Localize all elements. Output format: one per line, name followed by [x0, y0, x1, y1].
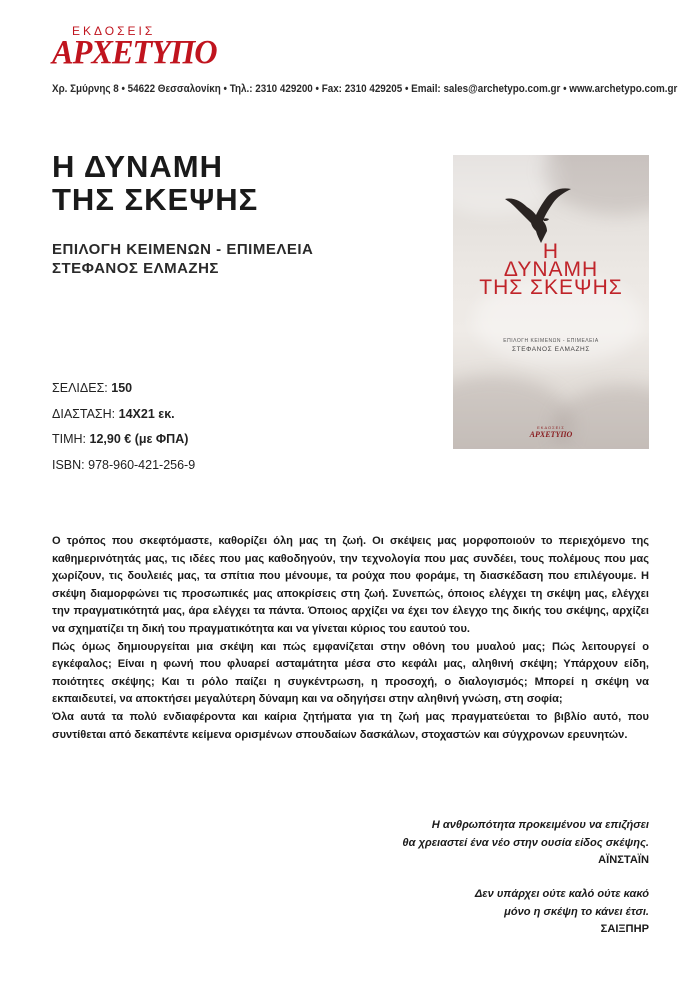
- book-title-line: ΤΗΣ ΣΚΕΨΗΣ: [52, 182, 259, 217]
- spec-pages: [52, 378, 412, 404]
- book-subtitle-line: ΕΠΙΛΟΓΗ ΚΕΙΜΕΝΩΝ - ΕΠΙΜΕΛΕΙΑ: [52, 241, 314, 258]
- book-specs: [52, 378, 412, 480]
- spec-value: 14Χ21 εκ.: [118, 406, 175, 421]
- book-title-line: Η ΔΥΝΑΜΗ: [52, 149, 223, 184]
- spec-value: 150: [111, 381, 133, 395]
- spec-value: 978-960-421-256-9: [88, 457, 196, 472]
- cover-author: ΣΤΕΦΑΝΟΣ ΕΛΜΑΖΗΣ: [512, 346, 590, 353]
- book-title: [52, 150, 432, 216]
- cover-title: [453, 240, 649, 299]
- spec-label: ΔΙΑΣΤΑΣΗ:: [52, 406, 116, 421]
- spec-label: ΣΕΛΙΔΕΣ:: [52, 381, 108, 395]
- publisher-logo-name: ΑΡΧΕΤΥΠΟ: [52, 34, 217, 71]
- quote-shakespeare: [289, 886, 649, 939]
- spec-label: ISBN:: [52, 457, 85, 472]
- bird-silhouette-icon: [503, 185, 573, 245]
- description-paragraph: Πώς όμως δημιουργείται μια σκέψη και πώς εμφανίζεται στην οθόνη του μυαλού μας; Πώς λειτουργεί ο εγκέφαλος; Είναι η φωνή που φλυαρεί ασταμάτητα μέσα στο κεφάλι μας, αληθινή σκέψη; Υπάρχουν είδη, ποιότητες σκέψης; Και τι ρόλο παίζει η συγκέντρωση, η προσοχή, ο διαλογισμός; Μπορεί η σκέψη να εκπαιδευτεί, να αποκτήσει μεγαλύτερη δύναμη και να οδηγήσει στην αληθινή γνώση, στη σοφία;: [52, 640, 649, 706]
- quote-author: ΣΑΙΞΠΗΡ: [600, 923, 649, 936]
- spec-dimensions: [52, 404, 412, 430]
- quote-line: μόνο η σκέψη το κάνει έτσι.: [504, 905, 649, 918]
- cover-subtitle: ΕΠΙΛΟΓΗ ΚΕΙΜΕΝΩΝ - ΕΠΙΜΕΛΕΙΑ: [503, 338, 599, 344]
- book-subtitle: [52, 240, 432, 278]
- cover-publisher-logo: [453, 425, 649, 439]
- quote-author: ΑΪΝΣΤΑΪΝ: [598, 854, 649, 867]
- description-paragraph: Ο τρόπος που σκεφτόμαστε, καθορίζει όλη μας τη ζωή. Οι σκέψεις μας μορφοποιούν το περιεχόμενο της καθημερινότητάς μας, τις ιδέες που μας καθοδηγούν, την τεχνολογία που μας συνδέει, τους πολέμους που μας χωρίζουν, τις δουλειές μας, τα σπίτια που μένουμε, τα ρούχα που φοράμε, τη διασκέδαση που επιλέγουμε. Η σκέψη διαμορφώνει τις προσωπικές μας αποκρίσεις στη ζωή. Συνεπώς, όποιος ελέγχει τη σκέψη μας, ελέγχει την πραγματικότητά μας, άρα ελέγχει τα πάντα. Όποιος αρχίζει να έχει τον έλεγχο της δικής του σκέψης, αρχίζει να σχηματίζει τη δική του πραγματικότητα και να γίνεται κύριος του εαυτού του.: [52, 535, 649, 635]
- cover-title-line: ΤΗΣ ΣΚΕΨΗΣ: [479, 276, 623, 299]
- cover-logo-name: ΑΡΧΕΤΥΠΟ: [529, 430, 573, 439]
- book-cover-image: [453, 155, 649, 449]
- description-paragraph: Όλα αυτά τα πολύ ενδιαφέροντα και καίρια ζητήματα για τη ζωή μας πραγματεύεται το βιβλίο αυτό, που συντίθεται από δεκαπέντε κείμενα ορισμένων σπουδαίων δασκάλων, στοχαστών και σύγχρονων ερευνητών.: [52, 710, 649, 741]
- cover-title-line: Η: [542, 240, 560, 263]
- book-description: [52, 533, 649, 744]
- publisher-logo: [52, 24, 217, 84]
- quote-einstein: [289, 817, 649, 870]
- spec-label: ΤΙΜΗ:: [52, 432, 87, 446]
- spec-price: [52, 429, 412, 455]
- publisher-logo-top: ΕΚΔΟΣΕΙΣ: [72, 24, 156, 38]
- cover-logo-top: ΕΚΔΟΣΕΙΣ: [537, 425, 565, 430]
- publisher-contact-line: Χρ. Σμύρνης 8 • 54622 Θεσσαλονίκη • Τηλ.: 2310 429200 • Fax: 2310 429205 • Email: sales@archetypo.com.gr • www.archetypo.com.gr: [52, 83, 678, 95]
- cover-title-line: ΔΥΝΑΜΗ: [503, 258, 599, 281]
- quote-line: Δεν υπάρχει ούτε καλό ούτε κακό: [474, 888, 649, 900]
- book-editor-line: ΣΤΕΦΑΝΟΣ ΕΛΜΑΖΗΣ: [52, 260, 219, 277]
- cover-cloud: [553, 385, 649, 449]
- spec-value: 12,90 € (με ΦΠΑ): [89, 432, 189, 446]
- quote-line: Η ανθρωπότητα προκειμένου να επιζήσει: [431, 819, 649, 831]
- quote-line: θα χρειαστεί ένα νέο στην ουσία είδος σκέψης.: [402, 836, 649, 849]
- spec-isbn: [52, 455, 412, 481]
